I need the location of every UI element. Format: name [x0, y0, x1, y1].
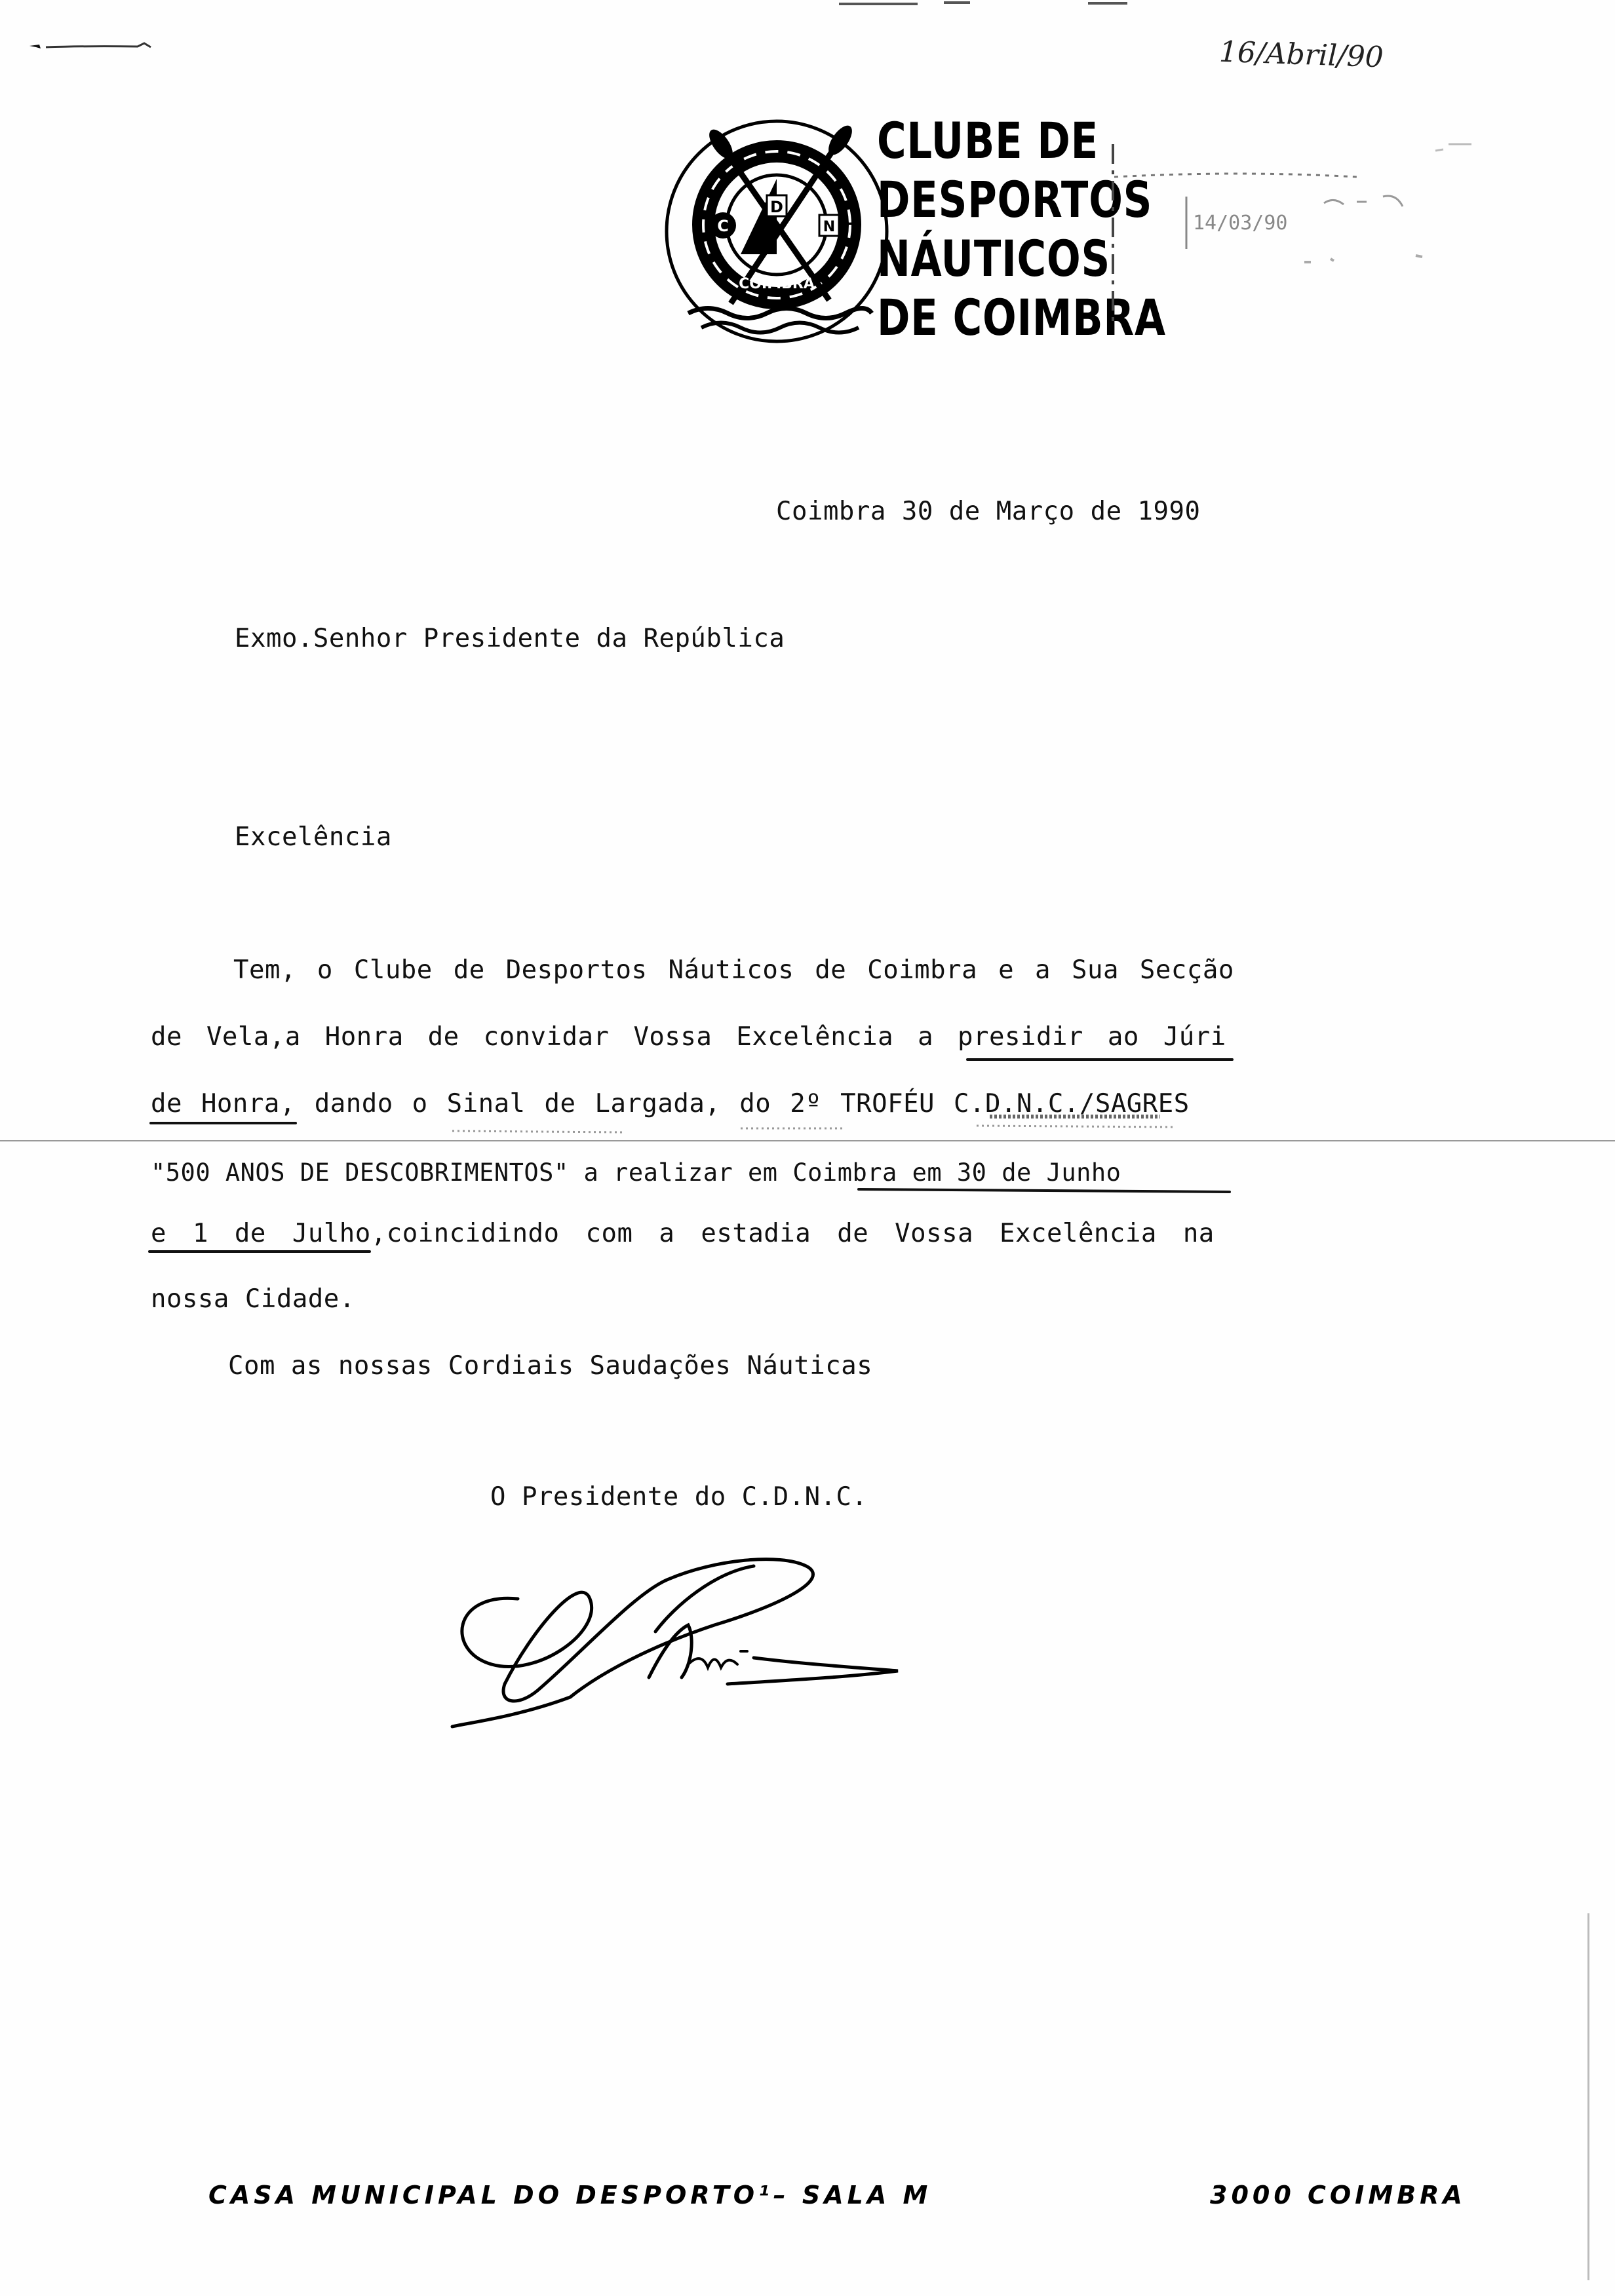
- body-line: Tem, o Clube de Desportos Náuticos de Coimbra e a Sua Secção: [233, 955, 1234, 985]
- scan-mark: [839, 0, 1180, 9]
- emblem-letter-c: C: [717, 217, 729, 235]
- scan-edge-line: [1587, 1913, 1589, 2280]
- body-line: de Honra, dando o Sinal de Largada, do 2º TROFÉU C.D.N.C./SAGRES: [151, 1089, 1190, 1119]
- closing: Com as nossas Cordiais Saudações Náuticas: [228, 1351, 873, 1381]
- scan-noise: [452, 1111, 1278, 1138]
- club-name-line: DE COIMBRA: [877, 288, 1166, 347]
- club-emblem-logo: [662, 117, 891, 346]
- stamp-date: 14/03/90: [1193, 212, 1288, 235]
- club-name-line: NÁUTICOS: [877, 229, 1111, 288]
- handwritten-date: 16/Abril/90: [1218, 35, 1384, 75]
- salutation: Excelência: [235, 822, 392, 852]
- emblem-text-coimbra: COIMBRA: [739, 276, 815, 292]
- scan-mark: [26, 39, 157, 52]
- club-name-line: CLUBE DE: [877, 111, 1099, 170]
- signature: [439, 1553, 990, 1750]
- underline-mark: [148, 1250, 371, 1253]
- addressee: Exmo.Senhor Presidente da República: [235, 624, 785, 653]
- emblem-letter-d: D: [770, 198, 783, 216]
- received-stamp: [1108, 131, 1475, 328]
- body-line: nossa Cidade.: [151, 1284, 355, 1314]
- body-line: e 1 de Julho,coincidindo com a estadia de Vossa Excelência na: [151, 1219, 1215, 1248]
- underline-mark: [966, 1058, 1234, 1061]
- signatory-title: O Presidente do C.D.N.C.: [490, 1482, 868, 1512]
- underline-mark: [149, 1122, 297, 1124]
- body-line: de Vela,a Honra de convidar Vossa Excelência a presidir ao Júri: [151, 1022, 1226, 1052]
- underline-mark: [857, 1188, 1231, 1193]
- scan-fold-line: [0, 1140, 1615, 1141]
- emblem-letter-n: N: [823, 219, 836, 235]
- club-name-line: DESPORTOS: [877, 170, 1153, 229]
- letter-date: Coimbra 30 de Março de 1990: [776, 497, 1201, 526]
- footer-city: 3000 COIMBRA: [1210, 2181, 1466, 2210]
- body-line: "500 ANOS DE DESCOBRIMENTOS" a realizar em Coimbra em 30 de Junho: [151, 1158, 1121, 1187]
- footer-address: CASA MUNICIPAL DO DESPORTO¹– SALA M: [208, 2181, 932, 2210]
